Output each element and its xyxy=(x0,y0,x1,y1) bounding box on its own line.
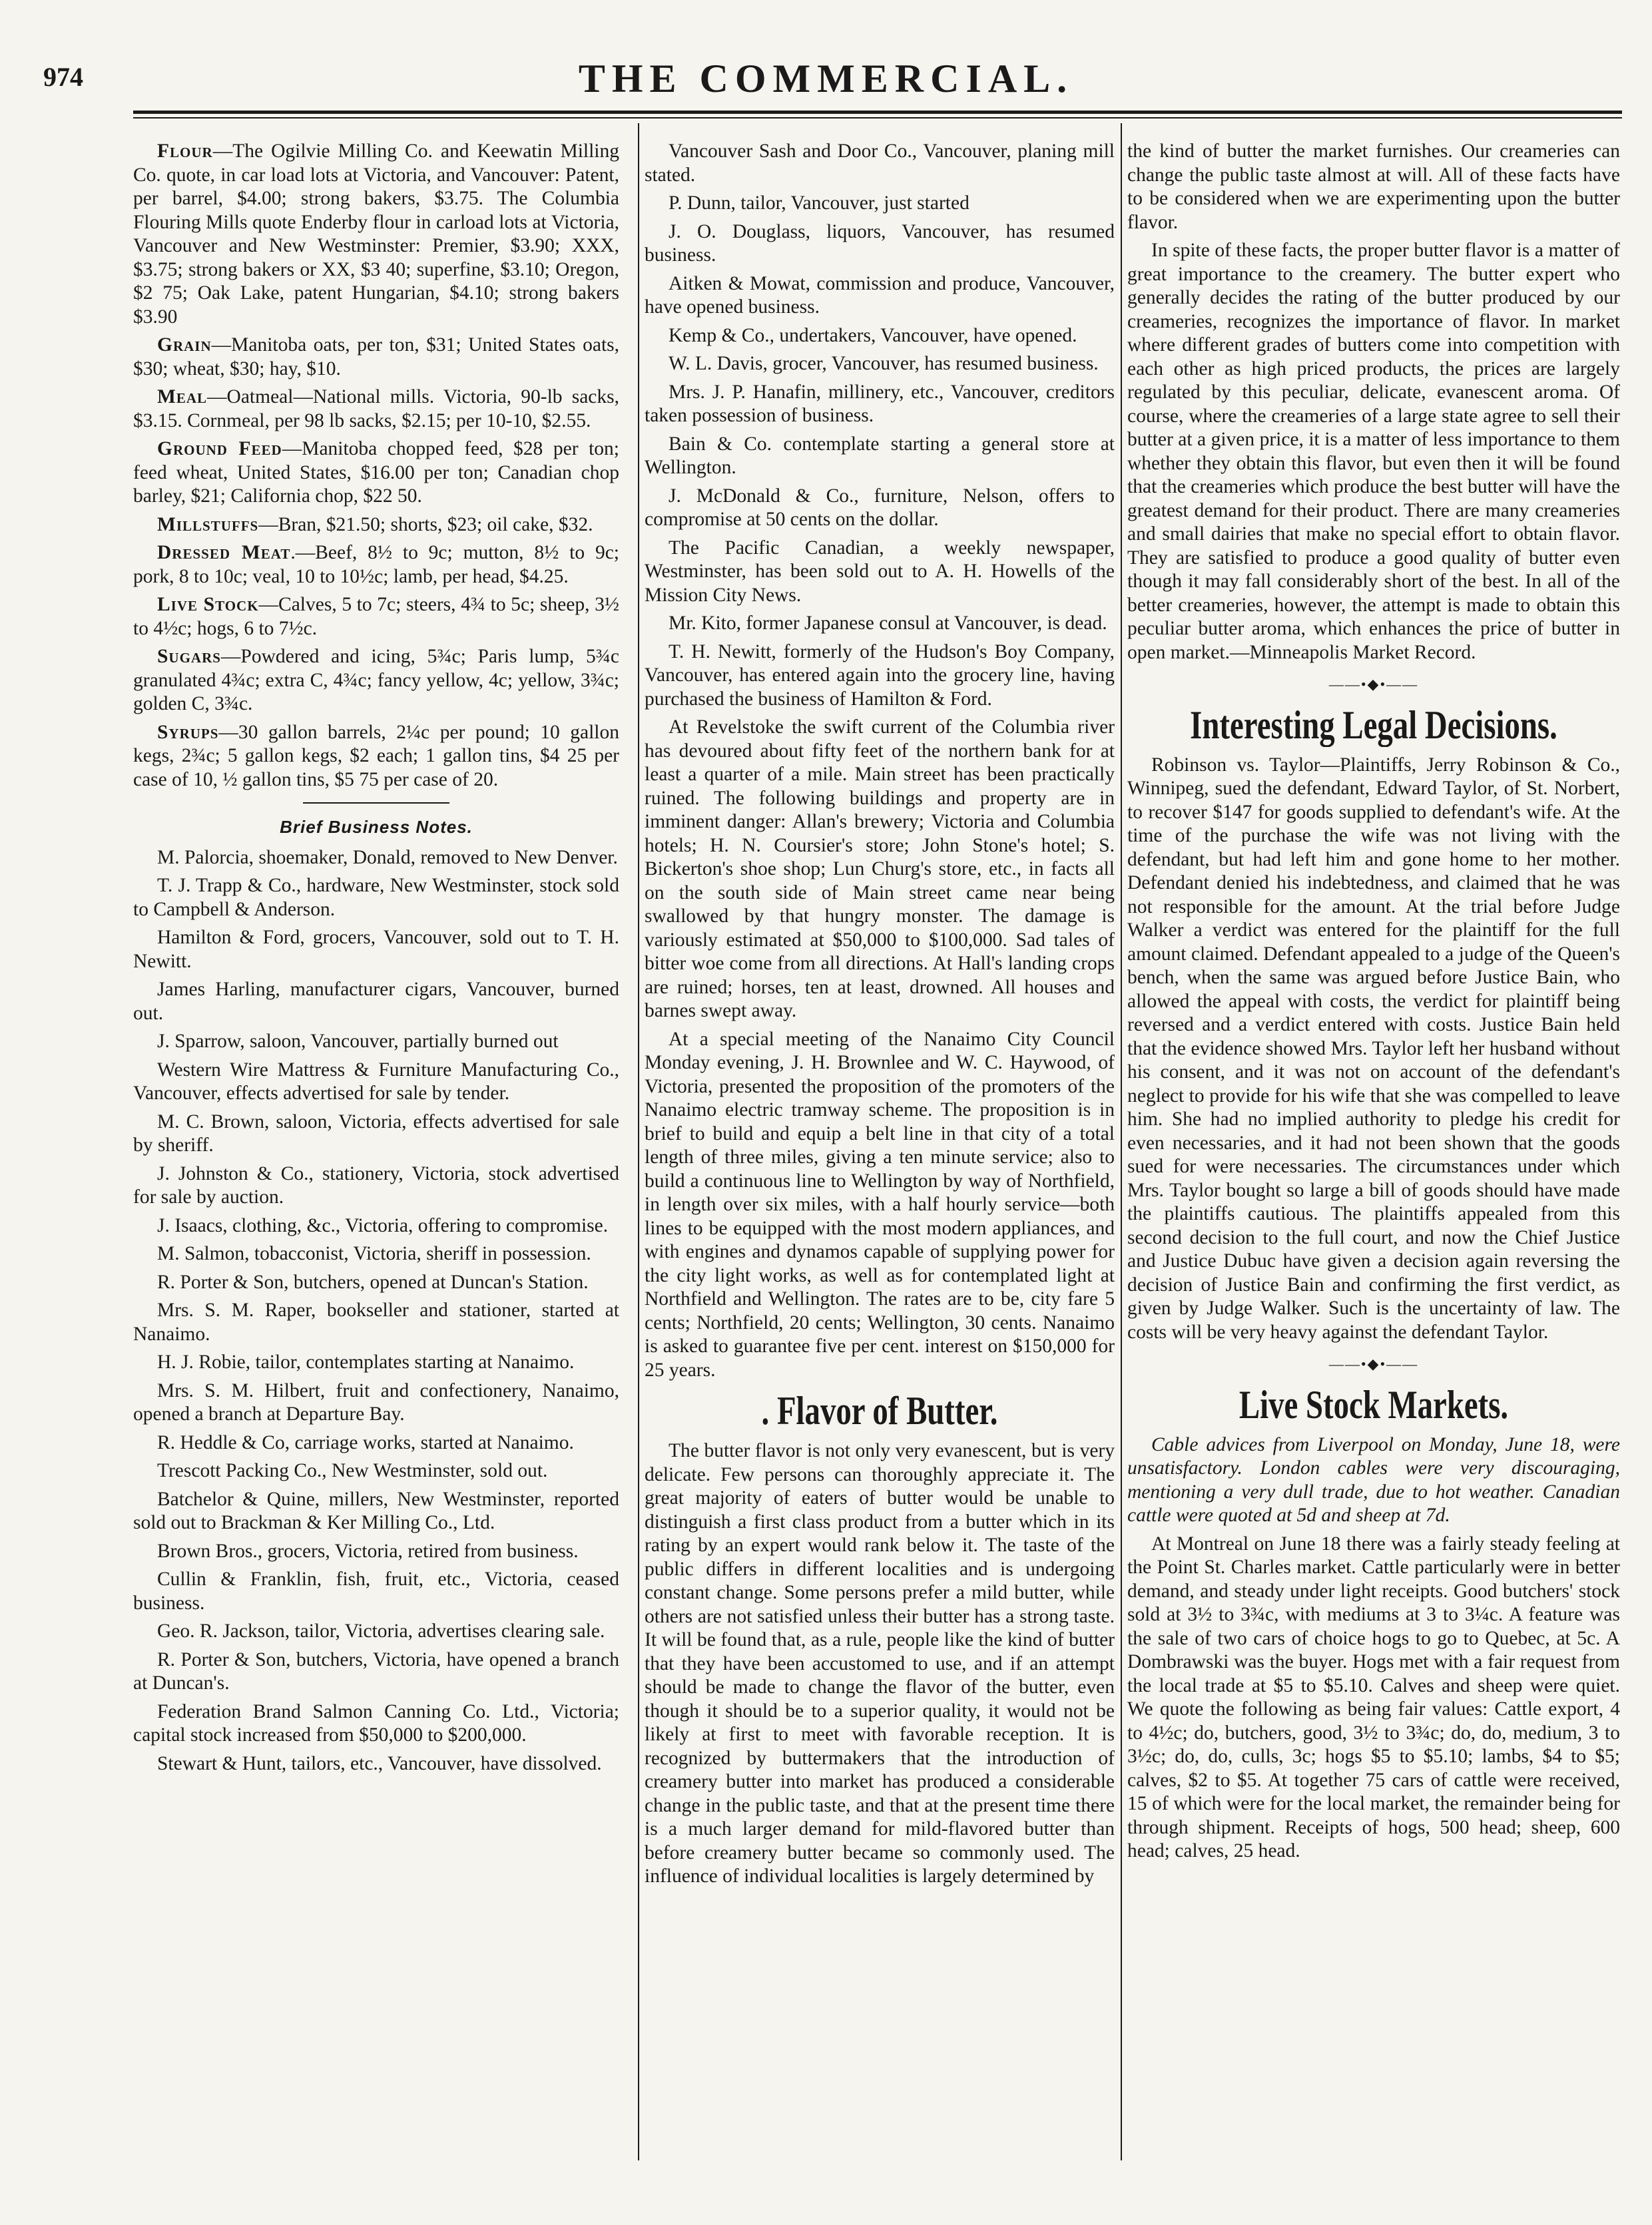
butter-heading: . Flavor of Butter. xyxy=(761,1389,998,1433)
header-rule xyxy=(133,111,1622,114)
market-paragraph: Meal—Oatmeal—National mills. Victoria, 90-lb sacks, $3.15. Cornmeal, per 98 lb sacks, $2.15; per 10-10, $2.55. xyxy=(133,386,619,431)
note-item: Hamilton & Ford, grocers, Vancouver, sold out to T. H. Newitt. xyxy=(133,927,619,972)
market-paragraph: Ground Feed—Manitoba chopped feed, $28 per ton; feed wheat, United States, $16.00 per ton; Canadian chop barley, $21; California chop, $22 50. xyxy=(133,438,619,507)
page-number: 974 xyxy=(43,62,83,92)
article-paragraph: The butter flavor is not only very evanescent, but is very delicate. Few persons can thoroughly appreciate it. The great majority of eaters of butter would be unable to distinguish a first class product from a butter which in its rating by an expert would rank below it. The taste of the public differs in different localities and is undergoing constant change. Some persons prefer a mild butter, while others are not satisfied unless their butter has a strong taste. It will be found that, as a rule, people like the kind of butter that they have been accustomed to use, and if an attempt should be made to change the flavor of the butter, even though it should be to a superior quality, it would not be likely at first to meet with favorable reception. It is recognized by buttermakers that the introduction of creamery butter into market has produced a considerable change in the public taste, and that at the present time there is a much larger demand for mild-flavored butter than before creamery butter became so commonly used. The influence of individual localities is largely determined by xyxy=(645,1440,1115,1887)
column-divider xyxy=(1121,123,1122,2160)
note-item: R. Porter & Son, butchers, Victoria, have opened a branch at Duncan's. xyxy=(133,1648,619,1694)
ornament-divider: ——•◆•—— xyxy=(1328,1356,1419,1372)
column-2 xyxy=(645,140,1115,2177)
article-paragraph: Cable advices from Liverpool on Monday, June 18, were unsatisfactory. London cables were very discouraging, mentioning a very dull trade, due to hot weather. Canadian cattle were quoted at 5d and sheep at 7d. xyxy=(1127,1433,1620,1526)
note-item: W. L. Davis, grocer, Vancouver, has resumed business. xyxy=(669,353,1099,374)
masthead: THE COMMERCIAL. xyxy=(578,57,1074,101)
note-item: T. J. Trapp & Co., hardware, New Westminster, stock sold to Campbell & Anderson. xyxy=(133,875,619,920)
note-item: P. Dunn, tailor, Vancouver, just started xyxy=(669,192,969,214)
market-paragraph: Grain—Manitoba oats, per ton, $31; United States oats, $30; wheat, $30; hay, $10. xyxy=(133,334,619,379)
market-paragraph: Live Stock—Calves, 5 to 7c; steers, 4¾ to 5c; sheep, 3½ to 4½c; hogs, 6 to 7½c. xyxy=(133,594,619,639)
note-item: Batchelor & Quine, millers, New Westminster, reported sold out to Brackman & Ker Milling Co., Ltd. xyxy=(133,1488,619,1533)
article-paragraph: At Montreal on June 18 there was a fairly steady feeling at the Point St. Charles market. Cattle particularly were in better demand, and steady under light receipts. Good butchers' stock sold at 3½ to 3¾c, with mediums at 3 to 3¼c. A feature was the sale of two cars of choice hogs to go to Quebec, at 5c. A Dombrawski was the buyer. Hogs met with a fair request from the local trade at $5 to $5.10. Calves and sheep were quiet. We quote the following as being fair values: Cattle export, 4 to 4½c; do, butchers, good, 3½ to 3¾c; do, do, medium, 3 to 3½c; do, do, culls, 3c; hogs $5 to $5.10; lambs, $4 to $5; calves, $2 to $5. At together 75 cars of cattle were received, 15 of which were for the local market, the remainder being for through shipment. Receipts of hogs, 500 head; sheep, 600 head; calves, 25 head. xyxy=(1127,1533,1620,1861)
page-header xyxy=(0,0,1652,100)
article-paragraph: the kind of butter the market furnishes. Our creameries can change the public taste almost at will. All of these facts have to be considered when we are experimenting upon the butter flavor. xyxy=(1127,140,1620,233)
note-item: Brown Bros., grocers, Victoria, retired from business. xyxy=(157,1540,579,1562)
note-item: Stewart & Hunt, tailors, etc., Vancouver, have dissolved. xyxy=(157,1752,602,1774)
note-item: Mr. Kito, former Japanese consul at Vancouver, is dead. xyxy=(669,613,1107,634)
market-paragraph: Dressed Meat.—Beef, 8½ to 9c; mutton, 8½ to 9c; pork, 8 to 10c; veal, 10 to 10½c; lamb, per head, $4.25. xyxy=(133,542,619,587)
note-item: Trescott Packing Co., New Westminster, sold out. xyxy=(157,1460,548,1481)
note-item: J. McDonald & Co., furniture, Nelson, offers to compromise at 50 cents on the dollar. xyxy=(645,485,1115,530)
note-item: R. Porter & Son, butchers, opened at Duncan's Station. xyxy=(157,1271,589,1293)
note-item: M. C. Brown, saloon, Victoria, effects advertised for sale by sheriff. xyxy=(133,1111,619,1156)
legal-heading: Interesting Legal Decisions. xyxy=(1190,702,1557,747)
note-item: T. H. Newitt, formerly of the Hudson's Boy Company, Vancouver, has entered again into the grocery line, having purchased the business of Hamilton & Ford. xyxy=(645,640,1115,710)
article-paragraph: In spite of these facts, the proper butter flavor is a matter of great importance to the creamery. The butter expert who generally decides the rating of the butter produced by our creameries, recognizes the importance of flavor. In market where different grades of butters come into competition with each other as high priced products, the prices are largely regulated by this peculiar, delicate, evanescent aroma. Of course, where the creameries of a large state agree to sell their butter at a given price, it is a matter of less importance to them whether they obtain this flavor, but even then it will be found that the creameries which produce the best butter will have the greatest demand for their product. There are many creameries and small dairies that make no special effort to obtain flavor. They are satisfied to produce a good quality of butter even though it may fall considerably short of the best. In all of the better creameries, however, the attempt is made to obtain this peculiar butter aroma, which enhances the price of butter in open market.—Minneapolis Market Record. xyxy=(1127,240,1620,663)
ornament-divider: ——•◆•—— xyxy=(1328,676,1419,692)
market-paragraph: Flour—The Ogilvie Milling Co. and Keewatin Milling Co. quote, in car load lots at Victoria, and Vancouver: Patent, per barrel, $4.00; strong bakers, $3.75. The Columbia Flouring Mills quote Enderby flour in carload lots at Victoria, Vancouver and New Westminster: Premier, $3.90; XXX, $3.75; strong bakers or XX, $3 40; superfine, $3.10; Oregon, $2 75; Oak Lake, patent Hungarian, $4.10; strong bakers $3.90 xyxy=(133,140,619,328)
note-item: J. Isaacs, clothing, &c., Victoria, offering to compromise. xyxy=(157,1214,609,1236)
notes-heading: Brief Business Notes. xyxy=(280,817,473,837)
note-item: Western Wire Mattress & Furniture Manufacturing Co., Vancouver, effects advertised for sale by tender. xyxy=(133,1059,619,1104)
note-item: J. Sparrow, saloon, Vancouver, partially burned out xyxy=(157,1031,559,1052)
note-item: Federation Brand Salmon Canning Co. Ltd., Victoria; capital stock increased from $50,000 to $200,000. xyxy=(133,1700,619,1746)
note-item: Cullin & Franklin, fish, fruit, etc., Victoria, ceased business. xyxy=(133,1569,619,1614)
note-item: R. Heddle & Co, carriage works, started at Nanaimo. xyxy=(157,1431,574,1453)
column-3 xyxy=(1127,140,1620,2177)
header-rule-thin xyxy=(133,117,1622,119)
note-item: Mrs. S. M. Hilbert, fruit and confectionery, Nanaimo, opened a branch at Departure Bay. xyxy=(133,1379,619,1425)
note-item: Geo. R. Jackson, tailor, Victoria, advertises clearing sale. xyxy=(157,1620,605,1642)
market-paragraph: Syrups—30 gallon barrels, 2¼c per pound; 10 gallon kegs, 2¾c; 5 gallon kegs, $2 each; 1 gallon tins, $4 25 per case of 10, ½ gallon tins, $5 75 per case of 20. xyxy=(133,721,619,790)
note-item: Mrs. J. P. Hanafin, millinery, etc., Vancouver, creditors taken possession of business. xyxy=(645,381,1115,426)
note-item: J. Johnston & Co., stationery, Victoria, stock advertised for sale by auction. xyxy=(133,1162,619,1208)
market-paragraph: Sugars—Powdered and icing, 5¾c; Paris lump, 5¾c granulated 4¾c; extra C, 4¾c; fancy yellow, 4c; yellow, 3¾c; golden C, 3¾c. xyxy=(133,646,619,714)
note-item: Aitken & Mowat, commission and produce, Vancouver, have opened business. xyxy=(645,272,1115,318)
article-paragraph: Robinson vs. Taylor—Plaintiffs, Jerry Robinson & Co., Winnipeg, sued the defendant, Edward Taylor, of St. Norbert, to recover $147 for goods supplied to defendant's wife. At the time of the purchase the wife was not living with the defendant, but had left him and gone home to her mother. Defendant denied his indebtedness, and claimed that he was not responsible for the amount. At the trial before Judge Walker a verdict was entered for the plaintiff for the full amount claimed. Defendant appealed to a judge of the Queen's bench, when the same was argued before Justice Bain, who allowed the appeal with costs, the verdict for plaintiff being reversed and a verdict entered with costs. Justice Bain held that the evidence showed Mrs. Taylor left her husband without his consent, and it was not on account of the defendant's neglect to provide for his wife that she was compelled to leave him. She had no implied authority to pledge his credit for even necessaries, and it had not been shown that the goods sued for were necessaries. The circumstances under which Mrs. Taylor bought so large a bill of goods should have made the plaintiffs cautious. The plaintiffs appealed from this second decision to the full court, and now the Chief Justice and Justice Dubuc have given a decision again reversing the decision of Justice Bain and confirming the first verdict, as given by Judge Walker. Such is the uncertainty of law. The costs will be very heavy against the defendant Taylor. xyxy=(1127,754,1620,1343)
note-item: Kemp & Co., undertakers, Vancouver, have opened. xyxy=(669,324,1077,346)
column-1 xyxy=(133,140,619,2177)
article-paragraph: At a special meeting of the Nanaimo City Council Monday evening, J. H. Brownlee and W. C. Haywood, of Victoria, presented the proposition of the promoters of the Nanaimo electric tramway scheme. The proposition is in brief to build and equip a belt line in that city of a total length of three miles, giving a ten minute service; also to build a continuous line to Wellington by way of Northfield, in length over six miles, with a half hourly service—both lines to be equipped with the most modern appliances, and with engines and dynamos capable of supplying power for the city light works, as well as for contemplated light at Northfield and Wellington. The rates are to be, city fare 5 cents; Northfield, 20 cents; Wellington, 30 cents. Nanaimo is asked to guarantee five per cent. interest on $150,000 for 25 years. xyxy=(645,1028,1115,1381)
note-item: Mrs. S. M. Raper, bookseller and stationer, started at Nanaimo. xyxy=(133,1300,619,1345)
article-paragraph: At Revelstoke the swift current of the Columbia river has devoured about fifty feet of the northern bank for at least a quarter of a mile. Main street has been practically ruined. The following buildings and property are in imminent danger: Allan's brewery; Victoria and Columbia hotels; H. N. Coursier's store; John Stone's hotel; S. Bickerton's shoe shop; Lun Churg's store, etc., in facts all on the south side of Main street came near being swallowed by that hungry monster. The damage is variously estimated at $50,000 to $100,000. Sad tales of bitter woe come from all directions. At Hall's landing crops are ruined; horses, ten at least, drowned. All houses and barnes swept away. xyxy=(645,716,1115,1021)
note-item: The Pacific Canadian, a weekly newspaper, Westminster, has been sold out to A. H. Howells of the Mission City News. xyxy=(645,537,1115,606)
note-item: J. O. Douglass, liquors, Vancouver, has resumed business. xyxy=(645,220,1115,266)
section-rule xyxy=(303,802,449,804)
note-item: M. Salmon, tobacconist, Victoria, sheriff in possession. xyxy=(157,1243,591,1264)
note-item: James Harling, manufacturer cigars, Vancouver, burned out. xyxy=(133,979,619,1024)
note-item: Vancouver Sash and Door Co., Vancouver, planing mill stated. xyxy=(645,140,1115,186)
note-item: H. J. Robie, tailor, contemplates starting at Nanaimo. xyxy=(157,1352,575,1373)
market-prices xyxy=(133,140,619,792)
column-divider xyxy=(638,123,639,2160)
market-paragraph: Millstuffs—Bran, $21.50; shorts, $23; oil cake, $32. xyxy=(157,513,593,535)
note-item: Bain & Co. contemplate starting a general store at Wellington. xyxy=(645,433,1115,478)
note-item: M. Palorcia, shoemaker, Donald, removed to New Denver. xyxy=(157,846,618,868)
livestock-heading: Live Stock Markets. xyxy=(1239,1382,1509,1427)
